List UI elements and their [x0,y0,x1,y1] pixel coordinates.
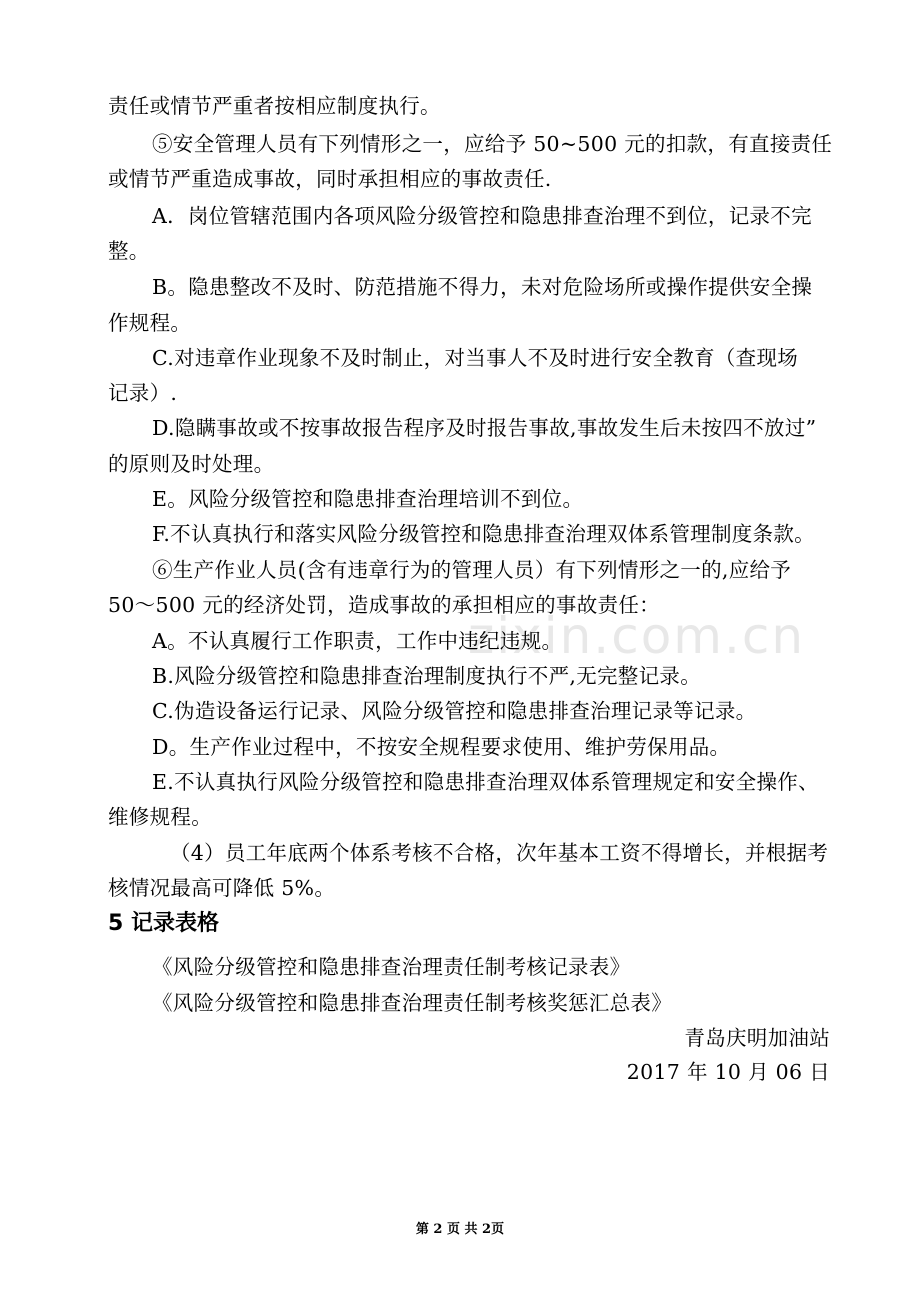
paragraph-line: 整。 [108,239,150,263]
signature-org: 青岛庆明加油站 [684,1026,830,1050]
paragraph-line: 或情节严重造成事故，同时承担相应的事故责任. [108,167,552,191]
paragraph-line: E。风险分级管控和隐患排查治理培训不到位。 [152,487,584,511]
paragraph-line: C.对违章作业现象不及时制止，对当事人不及时进行安全教育（查现场 [152,346,799,370]
paragraph-line: ⑥生产作业人员(含有违章行为的管理人员）有下列情形之一的,应给予 [152,558,792,582]
paragraph-line: 核情况最高可降低 5%。 [108,876,336,900]
paragraph-line: 维修规程。 [108,805,212,829]
paragraph-line: E.不认真执行风险分级管控和隐患排查治理双体系管理规定和安全操作、 [152,770,819,794]
paragraph-line: F.不认真执行和落实风险分级管控和隐患排查治理双体系管理制度条款。 [152,522,815,546]
paragraph-line: D.隐瞒事故或不按事故报告程序及时报告事故,事故发生后未按四不放过” [152,416,817,440]
record-form-title: 《风险分级管控和隐患排查治理责任制考核奖惩汇总表》 [152,991,672,1015]
paragraph-line: ⑤安全管理人员有下列情形之一，应给予 50~500 元的扣款，有直接责任 [152,132,833,156]
paragraph-line: 作规程。 [108,311,192,335]
record-form-title: 《风险分级管控和隐患排查治理责任制考核记录表》 [152,955,631,979]
section-heading: 5 记录表格 [108,911,219,936]
paragraph-line: B.风险分级管控和隐患排查治理制度执行不严,无完整记录。 [152,664,701,688]
paragraph-line: B。隐患整改不及时、防范措施不得力，未对危险场所或操作提供安全操 [152,275,813,299]
paragraph-line: A。不认真履行工作职责，工作中违纪违规。 [152,629,563,653]
watermark: zixin.com.cn [468,607,806,665]
paragraph-line: 的原则及时处理。 [108,452,275,476]
paragraph-line: 50～500 元的经济处罚，造成事故的承担相应的事故责任： [108,593,660,617]
paragraph-line: C.伪造设备运行记录、风险分级管控和隐患排查治理记录等记录。 [152,699,757,723]
signature-date: 2017 年 10 月 06 日 [626,1060,830,1084]
paragraph-line: A．岗位管辖范围内各项风险分级管控和隐患排查治理不到位，记录不完 [152,204,812,228]
paragraph-line: 责任或情节严重者按相应制度执行。 [108,94,441,118]
paragraph-line: 记录）. [108,381,178,405]
page-footer: 第 2 页 共 2页 [415,1222,505,1237]
paragraph-line: （4）员工年底两个体系考核不合格，次年基本工资不得增长，并根据考 [170,841,829,865]
paragraph-line: D。生产作业过程中，不按安全规程要求使用、维护劳保用品。 [152,735,731,759]
